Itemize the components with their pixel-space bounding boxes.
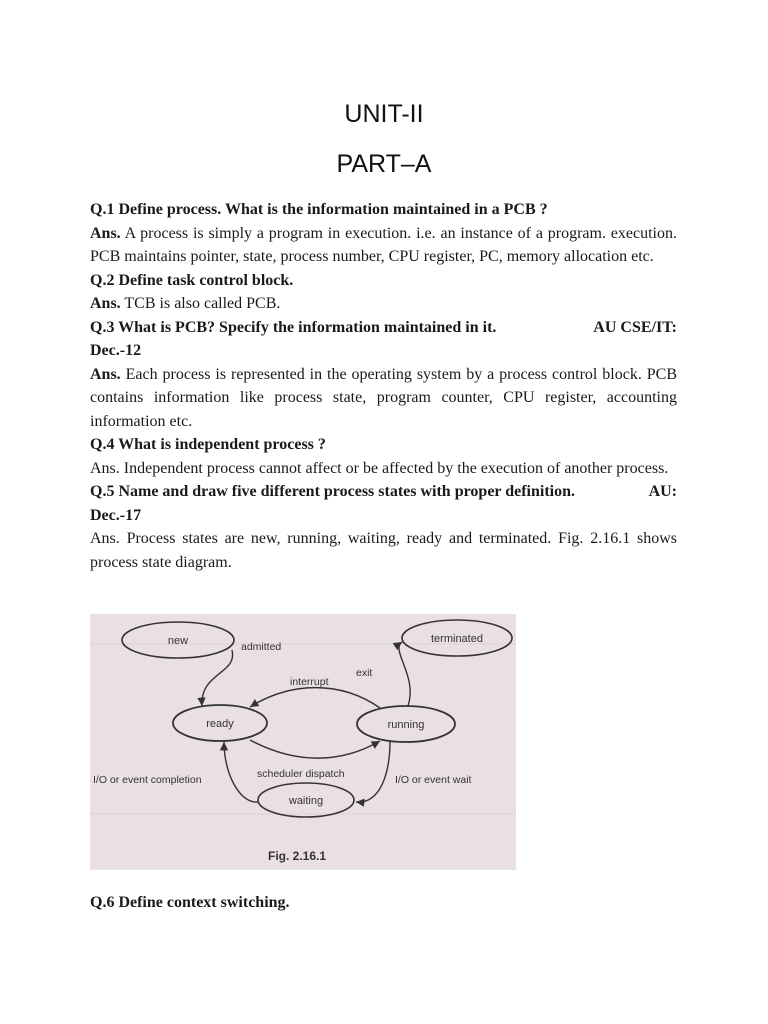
question-list [90, 198, 677, 574]
exam-tag: AU: [648, 483, 677, 500]
process-state-diagram [90, 614, 516, 870]
arrow-scheduler-dispatch [250, 740, 380, 758]
unit-title: UNIT-II [344, 100, 424, 128]
answer-3 [90, 363, 677, 434]
answer-4: Ans. Independent process cannot affect or be affected by the execution of another process. [90, 459, 669, 477]
answer-1 [90, 222, 677, 269]
answer-label: Ans. [90, 295, 121, 312]
transition-scheduler-dispatch-label: scheduler dispatch [257, 768, 345, 780]
figure-caption: Fig. 2.16.1 [268, 849, 327, 863]
transition-io-completion-label: I/O or event completion [93, 774, 202, 786]
diagram-canvas [90, 614, 516, 870]
arrow-admitted [202, 650, 233, 706]
answer-text: TCB is also called PCB. [120, 295, 281, 312]
answer-label: Ans. [90, 224, 121, 242]
question-6: Q.6 Define context switching. [90, 894, 290, 911]
question-4: Q.4 What is independent process ? [90, 436, 326, 453]
part-title: PART–A [336, 150, 432, 178]
question-2: Q.2 Define task control block. [90, 271, 294, 289]
answer-2 [90, 292, 677, 316]
arrow-io-completion [224, 742, 258, 802]
exam-date: Dec.-17 [90, 506, 142, 524]
answer-5: Ans. Process states are new, running, waiting, ready and terminated. Fig. 2.16.1 shows process state diagram. [90, 530, 677, 571]
answer-label: Ans. [90, 365, 121, 383]
question-text: Q.5 Name and draw five different process states with proper definition. [90, 483, 576, 500]
answer-text: A process is simply a program in execution. i.e. an instance of a program. execution. PCB maintains pointer, state, process number, CPU register, PC, memory allocation etc. [90, 224, 677, 265]
state-running-label: running [387, 719, 425, 731]
state-new-label: new [167, 635, 189, 647]
state-ready-label: ready [206, 718, 234, 730]
answer-text: Each process is represented in the operating system by a process control block. PCB contains information like process state, program counter, CPU register, accounting information etc. [90, 365, 677, 430]
state-waiting-label: waiting [288, 795, 324, 807]
exam-tag: AU CSE/IT: [593, 318, 677, 336]
question-text: Q.3 What is PCB? Specify the information maintained in it. [90, 318, 497, 336]
transition-interrupt-label: interrupt [290, 676, 329, 688]
transition-exit-label: exit [356, 667, 373, 679]
question-3 [90, 316, 677, 340]
state-terminated-label: terminated [431, 633, 483, 645]
arrow-exit [399, 642, 410, 706]
transition-io-wait-label: I/O or event wait [395, 774, 472, 786]
transition-admitted-label: admitted [241, 641, 282, 653]
exam-date: Dec.-12 [90, 342, 142, 359]
question-1: Q.1 Define process. What is the information maintained in a PCB ? [90, 201, 548, 218]
arrow-interrupt [250, 688, 380, 708]
question-5 [90, 480, 677, 504]
